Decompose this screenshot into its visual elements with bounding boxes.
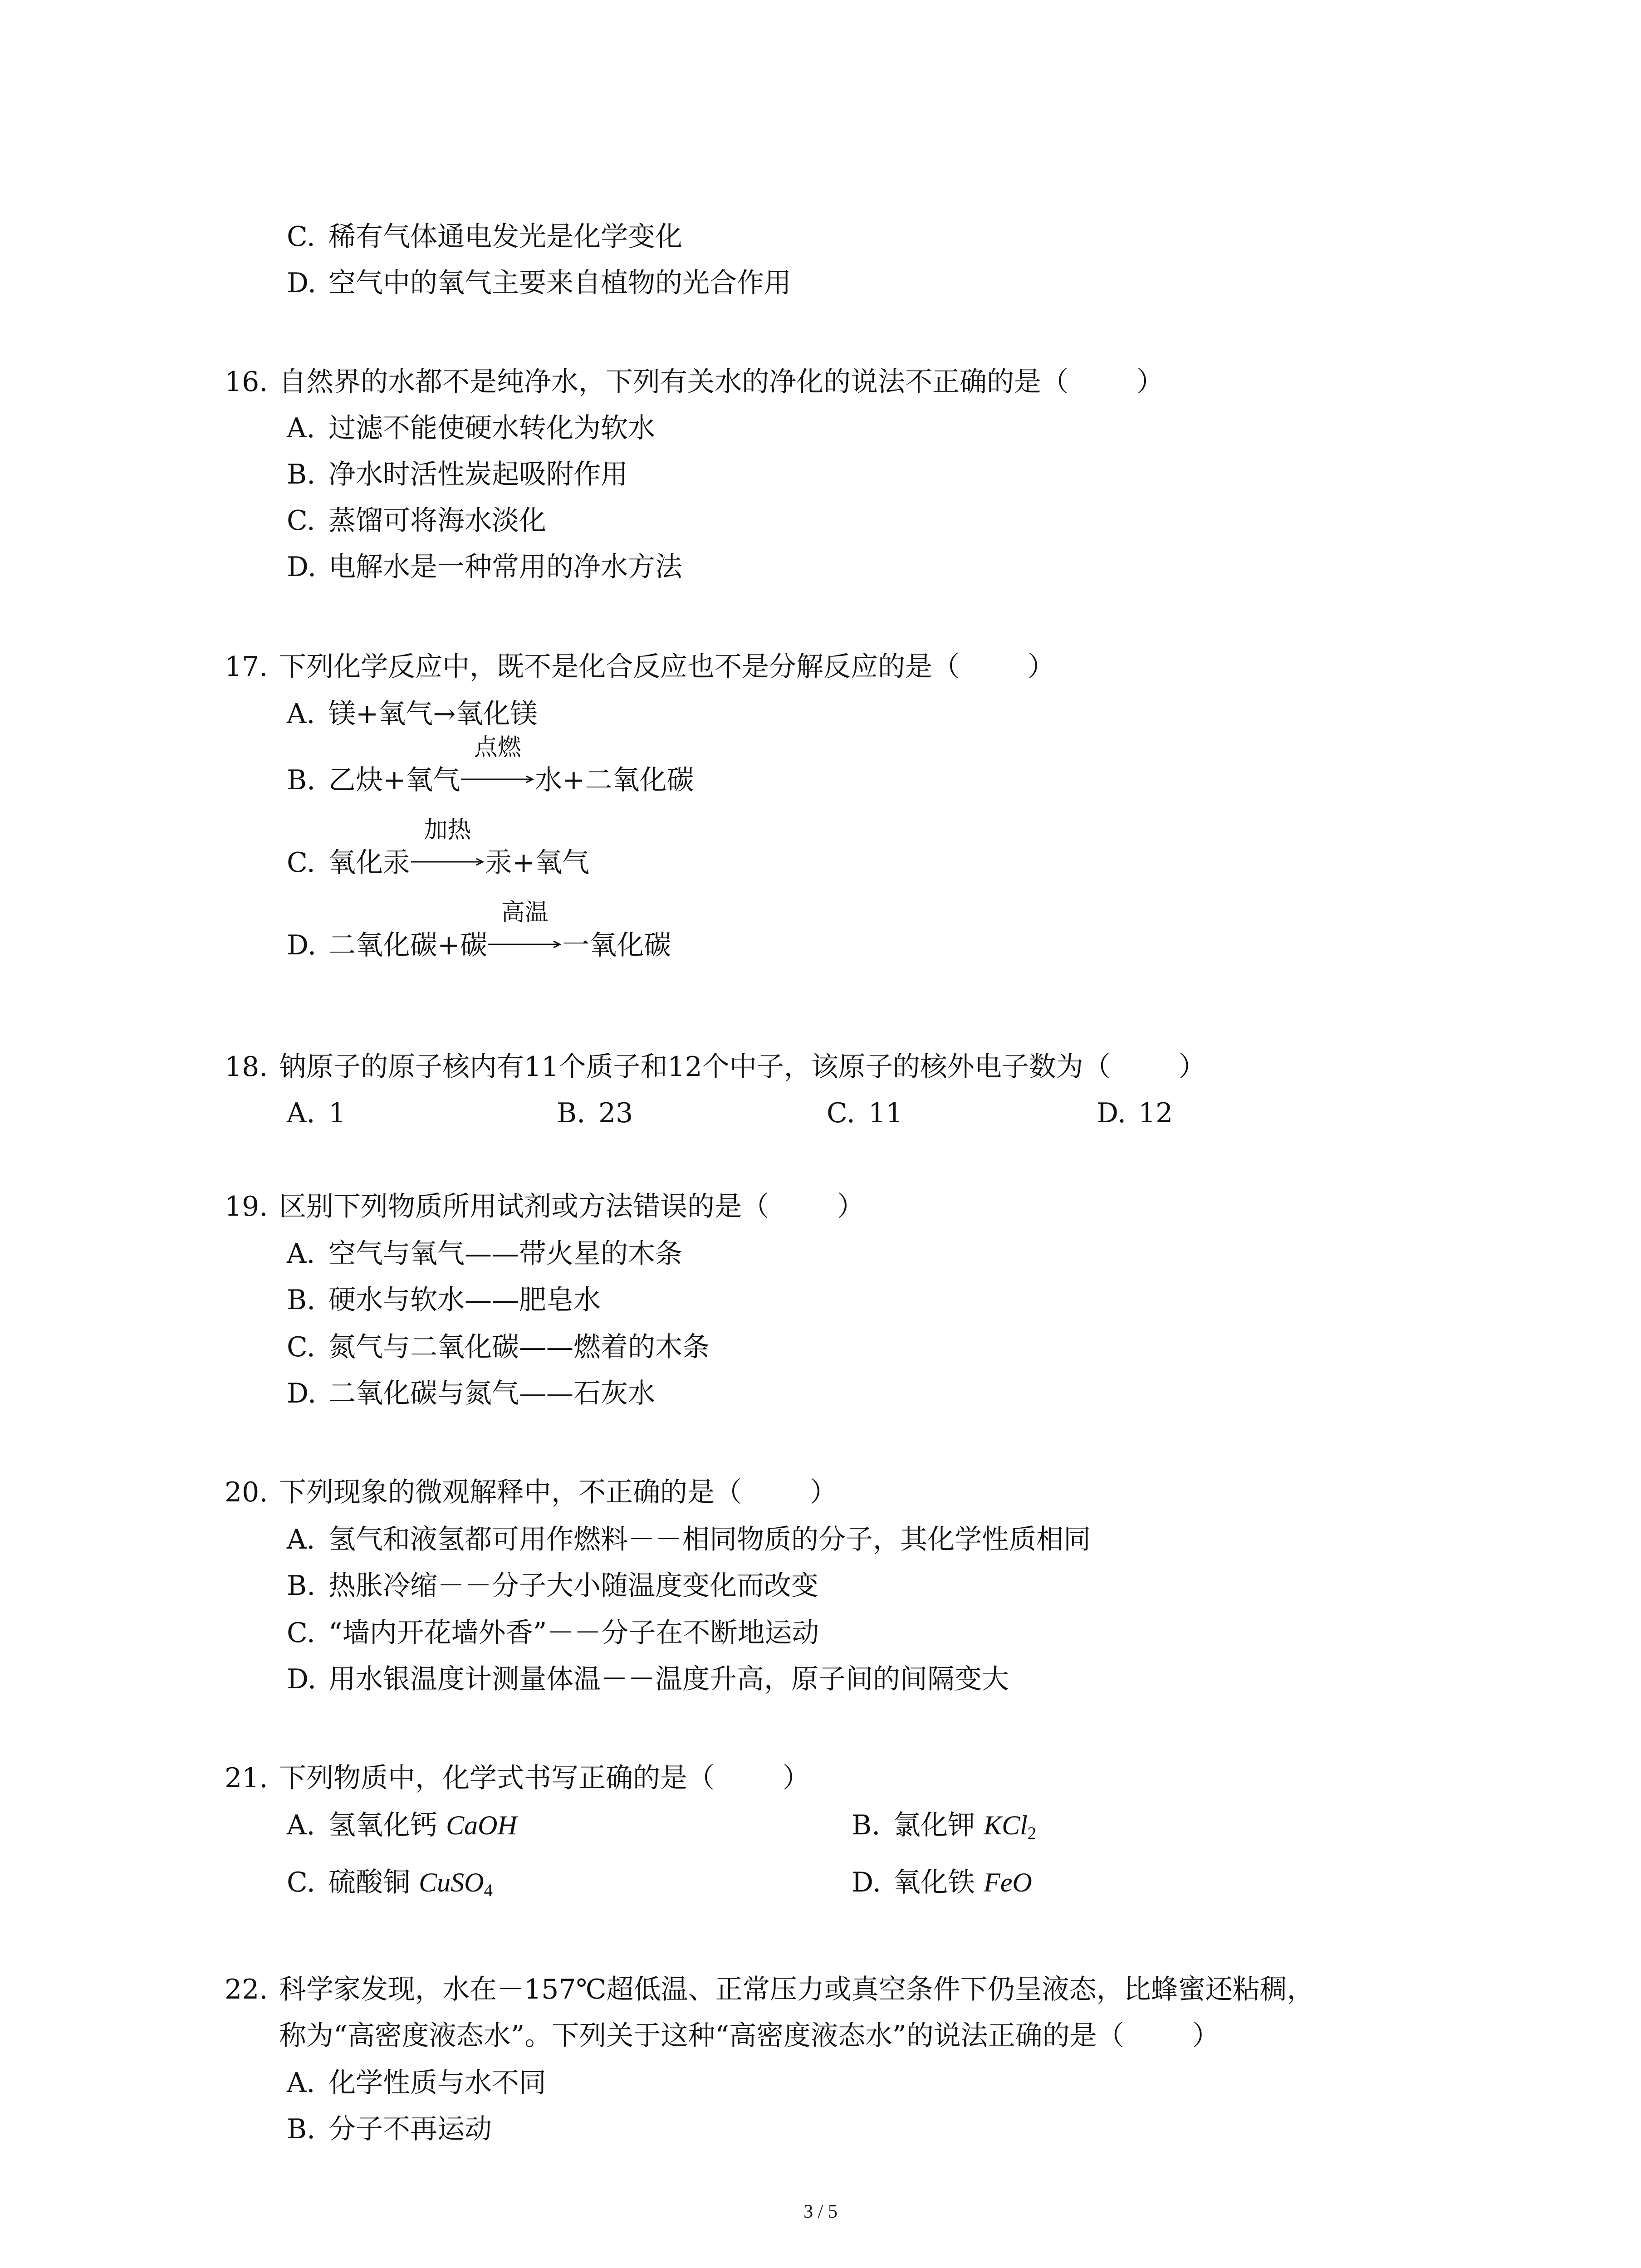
- q17-option-c: C. 氧化汞 加热 汞+氧气: [287, 816, 590, 879]
- long-arrow-icon: [410, 857, 485, 866]
- q18-option-a: A. 1: [287, 1097, 346, 1129]
- reaction-arrow: 点燃: [460, 762, 535, 789]
- reaction-arrow-icon: →: [433, 698, 456, 730]
- q17-stem: 17. 下列化学反应中，既不是化合反应也不是分解反应的是（ ）: [225, 651, 1055, 683]
- q20-stem: 20. 下列现象的微观解释中，不正确的是（ ）: [225, 1476, 837, 1508]
- q19-option-b: B. 硬水与软水——肥皂水: [287, 1284, 601, 1316]
- q20-option-b: B. 热胀冷缩－－分子大小随温度变化而改变: [287, 1570, 818, 1602]
- q16-option-d: D. 电解水是一种常用的净水方法: [287, 551, 682, 583]
- q18-option-c: C. 11: [827, 1097, 903, 1129]
- reaction-arrow: 高温: [487, 927, 562, 954]
- q16-option-a: A. 过滤不能使硬水转化为软水: [287, 412, 655, 444]
- q22-option-a: A. 化学性质与水不同: [287, 2067, 546, 2099]
- q16-option-c: C. 蒸馏可将海水淡化: [287, 505, 546, 537]
- q20-option-a: A. 氢气和液氢都可用作燃料－－相同物质的分子，其化学性质相同: [287, 1524, 1091, 1555]
- chemical-formula: CuSO$_4$: [419, 1867, 493, 1900]
- q16-option-b: B. 净水时活性炭起吸附作用: [287, 459, 628, 490]
- q16-stem: 16. 自然界的水都不是纯净水，下列有关水的净化的说法不正确的是（ ）: [225, 366, 1164, 398]
- reaction-arrow: 加热: [410, 845, 485, 872]
- q15-option-c: C. 稀有气体通电发光是化学变化: [287, 221, 682, 253]
- q18-option-d: D. 12: [1097, 1097, 1173, 1129]
- q15-option-d: D. 空气中的氧气主要来自植物的光合作用: [287, 267, 791, 299]
- q22-option-b: B. 分子不再运动: [287, 2113, 492, 2145]
- long-arrow-icon: [460, 775, 535, 784]
- chemical-formula: CaOH: [446, 1810, 517, 1840]
- q20-option-d: D. 用水银温度计测量体温－－温度升高，原子间的间隔变大: [287, 1663, 1009, 1695]
- q22-stem: 22. 科学家发现，水在－157℃超低温、正常压力或真空条件下仍呈液态，比蜂蜜还粘稠，: [225, 1974, 1314, 2005]
- q21-option-d: D. 氧化铁 FeO: [852, 1867, 1032, 1898]
- chemical-formula: KCl$_2$: [984, 1810, 1037, 1843]
- q21-option-c: C. 硫酸铜 CuSO$_4$: [287, 1867, 493, 1900]
- page-number: 3 / 5: [803, 2201, 838, 2222]
- long-arrow-icon: [487, 940, 562, 949]
- q19-stem: 19. 区别下列物质所用试剂或方法错误的是（ ）: [225, 1191, 864, 1222]
- q17-option-d: D. 二氧化碳+碳 高温 一氧化碳: [287, 899, 671, 961]
- q19-option-c: C. 氮气与二氧化碳——燃着的木条: [287, 1331, 710, 1363]
- q19-option-d: D. 二氧化碳与氮气——石灰水: [287, 1378, 655, 1409]
- q20-option-c: C. “墙内开花墙外香”－－分子在不断地运动: [287, 1617, 819, 1649]
- q17-option-a: A. 镁+氧气→氧化镁: [287, 698, 538, 730]
- chemical-formula: FeO: [984, 1867, 1032, 1897]
- q18-stem: 18. 钠原子的原子核内有11个质子和12个中子，该原子的核外电子数为（ ）: [225, 1051, 1206, 1083]
- q21-option-a: A. 氢氧化钙 CaOH: [287, 1809, 517, 1841]
- q19-option-a: A. 空气与氧气——带火星的木条: [287, 1238, 682, 1270]
- q18-option-b: B. 23: [557, 1097, 633, 1129]
- q21-option-b: B. 氯化钾 KCl$_2$: [852, 1809, 1037, 1843]
- q21-stem: 21. 下列物质中，化学式书写正确的是（ ）: [225, 1762, 810, 1794]
- q22-stem-continued: 称为“高密度液态水”。下列关于这种“高密度液态水”的说法正确的是（ ）: [279, 2020, 1220, 2052]
- q17-option-b: B. 乙炔+氧气 点燃 水+二氧化碳: [287, 734, 694, 796]
